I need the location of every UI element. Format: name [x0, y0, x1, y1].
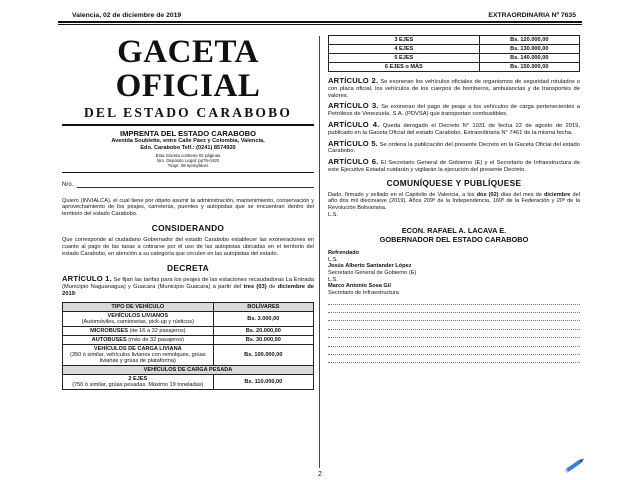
imprenta-deposito: Nro. Depósito Legal: pp76-0420 — [156, 158, 220, 164]
dado-text-c: días del mes de — [500, 191, 542, 198]
amount-cell: Bs. 100.000,00 — [213, 344, 313, 365]
blank-line — [328, 330, 580, 338]
article-1 — [62, 276, 314, 297]
dado-paragraph — [328, 192, 580, 212]
signer-secretary-title: Secretario General de Gobierno (E) — [328, 269, 417, 276]
vehicle-desc: (más de 32 pasajeros) — [128, 336, 184, 343]
signer-governor-name: ECON. RAFAEL A. LACAVA E. — [401, 226, 507, 236]
signer-secretary-name: Jesús Alberto Santander López — [328, 263, 412, 270]
blank-lines — [328, 296, 580, 363]
page-number: 2 — [318, 471, 322, 478]
intro-paragraph: Quiero (INVIALCA), el cual tiene por objeto asumir la administración, mantenimiento, conservación y aprovechamiento de los peajes, carreteras, puentes y autopistas que se encuentran dentro del territorio del estado Carabobo. — [62, 197, 314, 217]
dado-text-d: diciembre — [543, 191, 571, 198]
considerando-paragraph: Que corresponde al ciudadano Gobernador del estado Carabobo establecer las exoneraciones en cuanto al pago de las tasas a cobrarse por el uso de las autopistas ubicadas en el territorio del estado Carabobo, en atención a su categoría que circulen en las autopistas del estado. — [62, 237, 314, 257]
article-4-label: ARTÍCULO 4. — [328, 119, 380, 129]
vehicle-desc: (Automóviles, camionetas, pick-up y rústicos) — [81, 318, 194, 325]
col-vehicle-type: TIPO DE VEHÍCULO — [63, 302, 214, 311]
article-5-label: ARTÍCULO 5. — [328, 138, 378, 148]
signer-infra-title: Secretario de Infraestructura — [328, 289, 399, 296]
right-column — [328, 35, 580, 468]
tariff-table — [62, 302, 314, 390]
dado-text-e: del año dos mil diecinueve (2019). Años 209º de la Independencia, 160º de la Federación y 20º de la Revolución Bolivariana. — [328, 191, 580, 211]
amount-cell: Bs. 150.000,00 — [479, 63, 579, 72]
vehicle-cell — [63, 326, 214, 335]
blank-line — [328, 296, 580, 304]
imprenta-address-1: Avenida Soublette, entre Calle Páez y Colombia, Valencia, — [111, 138, 265, 144]
left-column — [62, 35, 314, 468]
article-2-text: Se exoneran los vehículos oficiales de organismos de seguridad rotulados o con placa oficial, los vehículos de los cuerpos de bomberos, ambulancias y de transportes de valores. — [328, 79, 580, 99]
pen-icon[interactable] — [562, 456, 588, 474]
article-6 — [328, 159, 580, 174]
amount-cell: Bs. 130.000,00 — [479, 45, 579, 54]
signer-governor-title: GOBERNADOR DEL ESTADO CARABOBO — [379, 235, 529, 245]
masthead-title: GACETA OFICIAL — [115, 34, 261, 104]
header-rule-thin — [58, 24, 582, 25]
vehicle-title: AUTOBUSES — [91, 336, 127, 343]
imprenta-address-2: Edo. Carabobo Telf.: (0241) 8574920 — [140, 145, 236, 151]
table-band-row — [63, 365, 314, 374]
imprenta-title: IMPRENTA DEL ESTADO CARABOBO — [120, 129, 256, 138]
article-1-text-c: de — [268, 283, 276, 290]
article-3-text: Se exoneran del pago de peaje a los vehículos de carga pertenecientes a Petróleos de Venezuela, S.A. (PDVSA) que transportan combustibles. — [328, 104, 580, 118]
masthead-rule — [62, 124, 314, 126]
considerando-heading: CONSIDERANDO — [151, 223, 225, 234]
vehicle-cell — [63, 335, 214, 344]
amount-cell: Bs. 120.000,00 — [479, 36, 579, 45]
nro-line — [62, 181, 314, 188]
header-edition: EXTRAORDINARIA Nº 7635 — [488, 12, 576, 19]
blank-line — [328, 355, 580, 363]
masthead-subtitle: DEL ESTADO CARABOBO — [83, 105, 293, 120]
amount-cell: Bs. 30.000,00 — [213, 335, 313, 344]
dado-text-a: Dado, firmado y sellado en el Capitolio de Valencia, a los — [328, 191, 475, 198]
signer-infra-name: Marco Antonio Sosa Gil — [328, 283, 391, 290]
axle-cell: 6 EJES o MÁS — [329, 63, 480, 72]
comuniquese-heading: COMUNÍQUESE Y PUBLÍQUESE — [386, 177, 522, 188]
table-row — [63, 311, 314, 326]
article-1-text-d: diciembre de 2019 — [62, 283, 314, 297]
vehicle-desc: (de 16 a 32 pasajeros) — [129, 327, 186, 334]
vehicle-title: VEHÍCULOS DE CARGA LIVIANA — [93, 345, 182, 352]
article-6-text: El Secretario General de Gobierno (E) y el Secretario de Infraestructura de este Ejecutivo Estadal cuidarán y vigilarán la ejecución del presente Decreto. — [328, 160, 580, 173]
axle-cell: 4 EJES — [329, 45, 480, 54]
blank-line — [328, 321, 580, 329]
imprenta-rule — [62, 172, 314, 173]
blank-line — [328, 305, 580, 313]
amount-cell: Bs. 110.000,00 — [213, 374, 313, 389]
header-rule — [58, 21, 582, 23]
vehicle-title: VEHÍCULOS LIVIANOS — [107, 312, 169, 319]
dado-text-b: dos (02) — [476, 191, 499, 198]
article-4-text: Queda derogado el Decreto N° 1031 de fecha 22 de agosto de 2019, publicado en la Gaceta Oficial del estado Carabobo, Extraordinaria N° 7461 de la misma fecha. — [328, 122, 580, 136]
article-4 — [328, 119, 580, 137]
amount-cell: Bs. 20.000,00 — [213, 326, 313, 335]
blank-line — [328, 338, 580, 346]
article-2 — [328, 78, 580, 99]
imprenta-pages: Esta Gaceta contiene 02 páginas — [155, 153, 221, 158]
heavy-band: VEHÍCULOS DE CARGA PESADA — [63, 365, 314, 374]
amount-cell: Bs. 3.000,00 — [213, 311, 313, 326]
vehicle-cell — [63, 344, 214, 365]
refrendado-label: Refrendado — [328, 250, 360, 257]
vehicle-cell — [63, 374, 214, 389]
article-2-label: ARTÍCULO 2. — [328, 76, 379, 85]
blank-line — [328, 313, 580, 321]
article-6-label: ARTÍCULO 6. — [328, 157, 379, 167]
nro-label: Nro. — [62, 181, 74, 188]
axle-cell: 3 EJES — [329, 36, 480, 45]
vehicle-cell — [63, 311, 214, 326]
decreta-heading: DECRETA — [167, 263, 209, 274]
article-5-text: Se ordena la publicación del presente Decreto en la Gaceta Oficial del estado Carabobo. — [328, 141, 580, 155]
vehicle-title: 2 EJES — [128, 375, 148, 382]
article-3-label: ARTÍCULO 3. — [328, 101, 379, 111]
header-place-date: Valencia, 02 de diciembre de 2019 — [72, 12, 182, 19]
article-1-text-e: : — [74, 290, 77, 297]
amount-cell: Bs. 140.000,00 — [479, 54, 579, 63]
article-1-text-a: Se fijan las tarifas para los peajes de las estaciones recaudadoras La Entrada (Municipio Naguanagua) y Guacara (Municipio Guacara) a partir del — [62, 277, 314, 290]
blank-line — [328, 347, 580, 355]
table-row — [63, 374, 314, 389]
ls-mark-2: L.S. — [328, 256, 338, 263]
imprenta-tiraje: Tiraje: 08 ejemplares — [167, 163, 209, 169]
table-row — [63, 344, 314, 365]
article-3 — [328, 103, 580, 118]
article-1-label: ARTÍCULO 1. — [62, 274, 112, 284]
table-row — [329, 45, 580, 54]
vehicle-title: MICROBUSES — [90, 327, 128, 334]
ls-mark-3: L.S. — [328, 276, 338, 283]
article-1-text-b: tres (03) — [243, 283, 267, 290]
table-row — [63, 326, 314, 335]
vehicle-desc: (750 ó similar, grúas pesadas. Máximo 19 toneladas) — [72, 381, 204, 388]
nro-blank — [77, 181, 314, 188]
axle-cell: 5 EJES — [329, 54, 480, 63]
table-row — [329, 36, 580, 45]
ls-mark-1: L.S. — [328, 211, 338, 218]
table-row — [329, 54, 580, 63]
article-5 — [328, 138, 580, 156]
column-divider — [319, 36, 320, 468]
col-amount: BOLÍVARES — [213, 302, 313, 311]
table-row — [329, 63, 580, 72]
tariff-table-header — [63, 302, 314, 311]
table-row — [63, 335, 314, 344]
vehicle-desc: (350 ó similar, vehículos livianos con remolques, grúas livianas y grúas de plataforma) — [70, 351, 206, 364]
tariff-table-continued — [328, 35, 580, 72]
